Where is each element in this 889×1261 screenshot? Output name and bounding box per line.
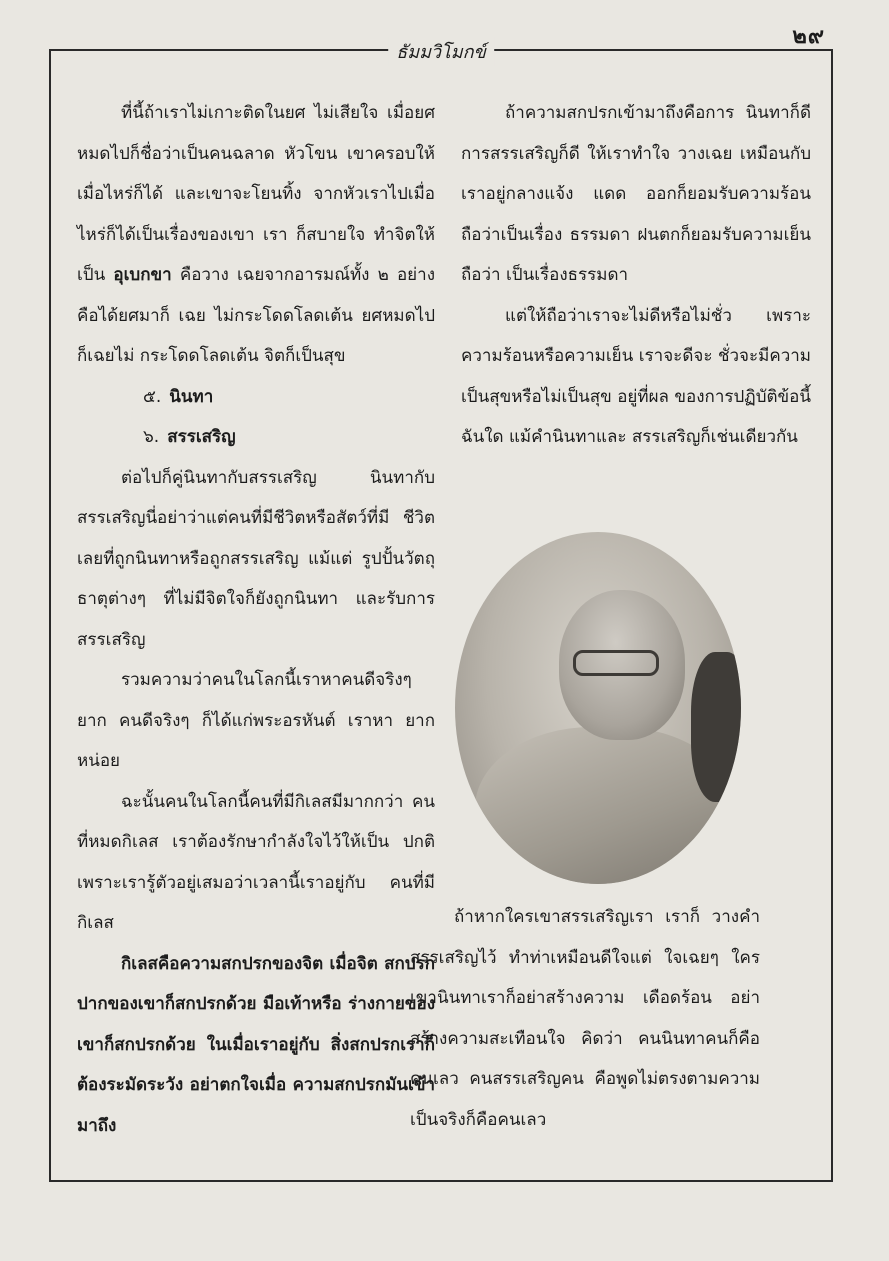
right-column-upper (461, 93, 811, 458)
paragraph-equanimity-weather: ถ้าความสกปรกเข้ามาถึงคือการ นินทาก็ดี การสรรเสริญก็ดี ให้เราทำใจ วางเฉย เหมือนกับเราอยู่กลางแจ้ง แดด ออกก็ยอมรับความร้อนถือว่าเป็นเรื่อง ธรรมดา ฝนตกก็ยอมรับความเย็นถือว่า เป็นเรื่องธรรมดา (461, 103, 811, 285)
bold-term-upekkha: อุเบกขา (113, 265, 172, 285)
background-figure-shape (691, 652, 741, 802)
right-column-lower (410, 897, 760, 1140)
paragraph-equanimity: ที่นี้ถ้าเราไม่เกาะติดในยศ ไม่เสียใจ เมื่อยศหมดไปก็ชื่อว่าเป็นคนฉลาด หัวโขน เขาครอบให้เมื่อไหร่ก็ได้ และเขาจะโยนทิ้ง จากหัวเราไปเมื่อไหร่ก็ได้เป็นเรื่องของเขา เรา ก็สบายใจ ทำจิตให้เป็น อุเบกขา คือวาง เฉยจากอารมณ์ทั้ง ๒ อย่าง คือได้ยศมาก็ เฉย ไม่กระโดดโลดเต้น ยศหมดไปก็เฉยไม่ กระโดดโลดเต้น จิตก็เป็นสุข (77, 103, 435, 366)
left-column (77, 93, 435, 1146)
page-number: ๒๙ (792, 24, 825, 49)
paragraph-bold-defilement: กิเลสคือความสกปรกของจิต เมื่อจิต สกปรก ปากของเขาก็สกปรกด้วย มือเท้าหรือ ร่างกายของเขาก็สกปรกด้วย ในเมื่อเราอยู่กับ สิ่งสกปรกเราก็ต้องระมัดระวัง อย่าตกใจเมื่อ ความสกปรกมันเข้ามาถึง (77, 953, 435, 1136)
paragraph-good-people: รวมความว่าคนในโลกนี้เราหาคนดีจริงๆ ยาก คนดีจริงๆ ก็ได้แก่พระอรหันต์ เราหา ยากหน่อย (77, 670, 435, 771)
paragraph-praise-response: ถ้าหากใครเขาสรรเสริญเรา เราก็ วางคำสรรเสริญไว้ ทำท่าเหมือนดีใจแต่ ใจเฉยๆ ใครเขานินทาเราก็อย่าสร้างความ เดือดร้อน อย่าสร้างความสะเทือนใจ คิดว่า คนนินทาคนก็คือคนเลว คนสรรเสริญคน คือพูดไม่ตรงตามความเป็นจริงก็คือคนเลว (410, 907, 760, 1130)
item-number: ๕. (143, 386, 162, 407)
paragraph-defilement: ฉะนั้นคนในโลกนี้คนที่มีกิเลสมีมากกว่า คนที่หมดกิเลส เราต้องรักษากำลังใจไว้ให้เป็น ปกติ เพราะเรารู้ตัวอยู่เสมอว่าเวลานี้เราอยู่กับ คนที่มีกิเลส (77, 791, 435, 933)
paragraph-blame-praise: ต่อไปก็คู่นินทากับสรรเสริญ นินทากับ สรรเสริญนี่อย่าว่าแต่คนที่มีชีวิตหรือสัตว์ที่มี ชีวิตเลยที่ถูกนินทาหรือถูกสรรเสริญ แม้แต่ รูปปั้นวัตถุธาตุต่างๆ ที่ไม่มีจิตใจก็ยังถูกนินทา และรับการสรรเสริญ (77, 467, 435, 650)
item-number: ๖. (143, 427, 160, 447)
item-heading-6 (77, 417, 435, 458)
item-label: สรรเสริญ (167, 427, 236, 447)
monk-portrait-photo (455, 532, 741, 884)
glasses-shape (573, 650, 659, 676)
item-heading-5 (77, 377, 435, 418)
running-header: ธัมมวิโมกข์ (388, 37, 494, 66)
paragraph-good-evil: แต่ให้ถือว่าเราจะไม่ดีหรือไม่ชั่ว เพราะความร้อนหรือความเย็น เราจะดีจะ ชั่วจะมีความเป็นสุขหรือไม่เป็นสุข อยู่ที่ผล ของการปฏิบัติข้อนี้ฉันใด แม้คำนินทาและ สรรเสริญก็เช่นเดียวกัน (461, 305, 811, 447)
item-label: นินทา (169, 386, 214, 407)
